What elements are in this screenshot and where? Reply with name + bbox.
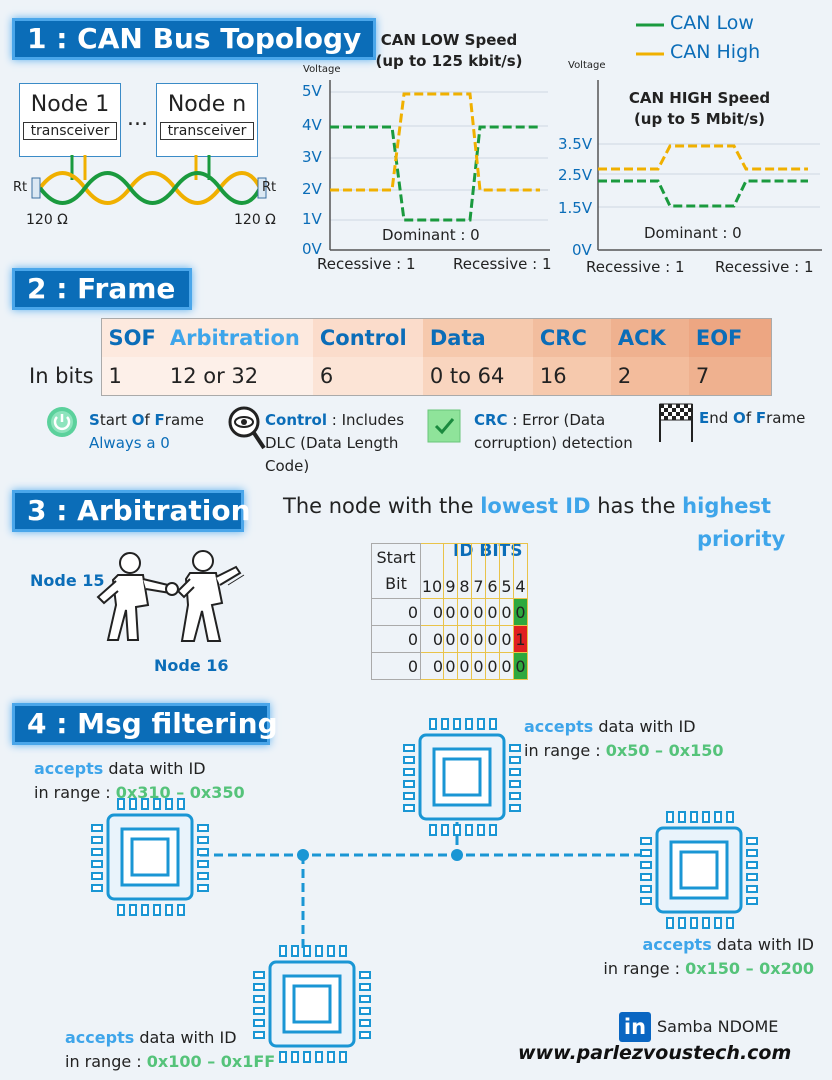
- row1-bit7: 0: [472, 599, 486, 626]
- row1-start: 0: [372, 599, 421, 626]
- bit-header-9: 9: [444, 544, 458, 599]
- filter-right-range: 0x150 – 0x200: [685, 959, 814, 978]
- frame-value-crc: 16: [533, 357, 611, 396]
- high-speed-title-line2: (up to 5 Mbit/s): [633, 110, 766, 128]
- bit-table-header-row: [372, 544, 528, 599]
- low-recessive-right: Recessive : 1: [453, 255, 552, 273]
- crc-note: [474, 409, 633, 455]
- right-resistance-label: 120 Ω: [234, 212, 276, 228]
- legend-low-line: [636, 22, 664, 28]
- crc-note-line1: [474, 409, 633, 432]
- row3-bit5: 0: [500, 653, 514, 680]
- filter-top-rest: data with ID: [593, 717, 696, 736]
- crc-note-label: CRC: [474, 411, 508, 429]
- legend-high-label: CAN High: [670, 41, 761, 63]
- bus-junction-1: [297, 849, 309, 861]
- low-tick-2v: 2V: [302, 180, 322, 198]
- linkedin-icon: in: [619, 1012, 651, 1042]
- checkmark-icon: [427, 409, 461, 443]
- row3-bit4: 0: [514, 653, 528, 680]
- statement-priority: priority: [697, 527, 786, 551]
- row1-bit6: 0: [486, 599, 500, 626]
- chip-top: [404, 719, 520, 835]
- high-speed-voltage-label: Voltage: [568, 60, 606, 71]
- low-speed-can-low-line: [330, 127, 540, 220]
- filter-top-line1: [524, 715, 723, 739]
- crc-note-rest: : Error (Data: [507, 411, 606, 429]
- sof-letter-s: S: [89, 411, 100, 429]
- row3-bit7: 0: [472, 653, 486, 680]
- low-speed-voltage-label: Voltage: [303, 64, 341, 75]
- filter-bottom-range: 0x100 – 0x1FF: [146, 1052, 276, 1071]
- row3-bit10: 0: [421, 653, 444, 680]
- node-15-label: Node 15: [30, 571, 105, 590]
- author-name: Samba NDOME: [657, 1017, 779, 1036]
- control-note-label: Control: [265, 411, 328, 429]
- sof-text-f: f: [144, 411, 155, 429]
- node-n-transceiver: transceiver: [160, 122, 254, 140]
- section-1-title: 1 : CAN Bus Topology: [12, 18, 376, 60]
- row1-bit5: 0: [500, 599, 514, 626]
- magnifier-eye-icon: [226, 404, 266, 452]
- frame-value-data: 0 to 64: [423, 357, 533, 396]
- high-speed-can-low-line: [598, 181, 808, 206]
- node-row-1: [372, 599, 528, 626]
- crc-note-line2: corruption) detection: [474, 434, 633, 452]
- frame-table: [22, 318, 772, 396]
- section-3-title: 3 : Arbitration: [12, 490, 244, 532]
- filter-bottom-line1: [65, 1026, 275, 1050]
- eof-letter-o: O: [733, 409, 746, 427]
- start-bit-header: [372, 544, 421, 599]
- section-4-title: 4 : Msg filtering: [12, 703, 270, 745]
- eof-text-f: f: [745, 409, 756, 427]
- frame-header-control: Control: [313, 319, 423, 358]
- arbitration-bit-table: [371, 543, 528, 680]
- eof-note: [699, 409, 805, 427]
- filter-top-range: 0x50 – 0x150: [605, 741, 724, 760]
- high-recessive-left: Recessive : 1: [586, 258, 685, 276]
- filter-right-line1: [602, 933, 814, 957]
- row3-bit9: 0: [444, 653, 458, 680]
- bit-header-10: 10: [421, 544, 444, 599]
- start-header-line2: Bit: [385, 574, 407, 593]
- bit-header-7: 7: [472, 544, 486, 599]
- row1-bit10: 0: [421, 599, 444, 626]
- nodes-ellipsis: ...: [127, 106, 148, 131]
- chip-left: [92, 799, 208, 915]
- high-speed-title-line1: CAN HIGH Speed: [628, 89, 771, 107]
- control-note-rest: : Includes: [327, 411, 405, 429]
- sof-text-rame: rame: [164, 411, 204, 429]
- filter-bottom-rest: data with ID: [134, 1028, 237, 1047]
- filter-right-line2: [602, 957, 814, 981]
- sof-note-line2: Always a 0: [89, 434, 170, 452]
- high-dominant-label: Dominant : 0: [644, 224, 742, 242]
- filter-bottom-accepts: accepts: [65, 1028, 135, 1047]
- eof-text-nd: nd: [709, 409, 734, 427]
- frame-header-eof: EOF: [689, 319, 772, 358]
- row2-bit7: 0: [472, 626, 486, 653]
- control-note-line3: Code): [265, 457, 310, 475]
- control-note-line1: [265, 409, 404, 432]
- frame-header-data: Data: [423, 319, 533, 358]
- filter-left-in-range: in range :: [34, 783, 116, 802]
- legend-high-line: [636, 51, 664, 57]
- node-1-label: Node 1: [30, 92, 110, 117]
- low-speed-title: [364, 30, 534, 72]
- frame-header-ack: ACK: [611, 319, 689, 358]
- sof-letter-o: O: [131, 411, 145, 429]
- statement-lowest-id: lowest ID: [480, 494, 591, 518]
- frame-values-row: [22, 357, 771, 396]
- low-tick-5v: 5V: [302, 82, 322, 100]
- high-speed-can-high-line: [598, 146, 808, 169]
- low-speed-can-high-line: [330, 94, 540, 190]
- eof-letter-frame: F: [755, 409, 767, 427]
- frame-header-arbitration: Arbitration: [163, 319, 313, 358]
- filter-top-line2: [524, 739, 723, 763]
- high-recessive-right: Recessive : 1: [715, 258, 814, 276]
- legend-low-label: CAN Low: [670, 12, 754, 34]
- eof-text-rame: rame: [766, 409, 806, 427]
- filter-top-in-range: in range :: [524, 741, 606, 760]
- node-n-label: Node n: [167, 92, 247, 117]
- frame-value-eof: 7: [689, 357, 772, 396]
- right-rt-label: Rt: [262, 180, 277, 195]
- frame-value-ack: 2: [611, 357, 689, 396]
- checkered-flag-icon: [656, 402, 696, 444]
- node-row-3: [372, 653, 528, 680]
- frame-value-control: 6: [313, 357, 423, 396]
- bit-header-5: 5: [500, 544, 514, 599]
- row3-start: 0: [372, 653, 421, 680]
- filter-right-in-range: in range :: [603, 959, 686, 978]
- low-speed-title-line1: CAN LOW Speed: [380, 31, 518, 49]
- filter-left-line1: [34, 757, 245, 781]
- sof-letter-frame: F: [154, 411, 165, 429]
- node-1-box: [19, 83, 121, 157]
- frame-value-sof: 1: [101, 357, 163, 396]
- control-note-line2: DLC (Data Length: [265, 434, 399, 452]
- frame-value-arbitration: 12 or 32: [163, 357, 313, 396]
- row2-start: 0: [372, 626, 421, 653]
- row2-bit5: 0: [500, 626, 514, 653]
- row2-bit6: 0: [486, 626, 500, 653]
- section-2-title: 2 : Frame: [12, 268, 192, 310]
- low-tick-3v: 3V: [302, 148, 322, 166]
- node-16-label: Node 16: [154, 656, 229, 675]
- low-tick-4v: 4V: [302, 116, 322, 134]
- low-tick-1v: 1V: [302, 210, 322, 228]
- fighters-illustration: [88, 545, 248, 650]
- high-tick-2-5v: 2.5V: [558, 166, 593, 184]
- high-tick-1-5v: 1.5V: [558, 199, 593, 217]
- low-recessive-left: Recessive : 1: [317, 255, 416, 273]
- row2-bit8: 0: [458, 626, 472, 653]
- sof-text-tart: tart: [99, 411, 132, 429]
- left-terminator-resistor: [32, 178, 40, 198]
- statement-part-2: has the: [590, 494, 683, 518]
- high-tick-3-5v: 3.5V: [558, 135, 593, 153]
- row2-bit9: 0: [444, 626, 458, 653]
- filter-bottom-line2: [65, 1050, 275, 1074]
- frame-row-label: In bits: [29, 364, 94, 389]
- eof-letter-e: E: [699, 409, 710, 427]
- filter-note-bottom: [65, 1026, 275, 1074]
- node-1-transceiver: transceiver: [23, 122, 117, 140]
- row2-bit4: 1: [514, 626, 528, 653]
- statement-part-1: The node with the: [283, 494, 481, 518]
- filter-left-rest: data with ID: [103, 759, 206, 778]
- left-rt-label: Rt: [13, 180, 28, 195]
- bit-header-4: 4: [514, 544, 528, 599]
- chip-right: [641, 812, 757, 928]
- statement-highest: highest: [682, 494, 772, 518]
- frame-header-row: [22, 319, 771, 358]
- high-tick-0v: 0V: [572, 241, 592, 259]
- row2-bit10: 0: [421, 626, 444, 653]
- bit-header-8: 8: [458, 544, 472, 599]
- filter-bottom-in-range: in range :: [65, 1052, 147, 1071]
- node-row-2: [372, 626, 528, 653]
- frame-header-sof: SOF: [101, 319, 163, 358]
- filter-note-right: [602, 933, 814, 981]
- control-note: [265, 409, 404, 478]
- low-tick-0v: 0V: [302, 240, 322, 258]
- filter-note-top: [524, 715, 723, 763]
- node-n-box: [156, 83, 258, 157]
- row3-bit8: 0: [458, 653, 472, 680]
- bus-junction-2: [451, 849, 463, 861]
- start-header-line1: Start: [376, 548, 416, 567]
- frame-header-crc: CRC: [533, 319, 611, 358]
- low-dominant-label: Dominant : 0: [382, 226, 480, 244]
- row3-bit6: 0: [486, 653, 500, 680]
- bit-header-6: 6: [486, 544, 500, 599]
- filter-left-accepts: accepts: [34, 759, 104, 778]
- filter-left-line2: [34, 781, 245, 805]
- filter-right-accepts: accepts: [642, 935, 712, 954]
- filter-top-accepts: accepts: [524, 717, 594, 736]
- left-resistance-label: 120 Ω: [26, 212, 68, 228]
- sof-note-line1: [89, 409, 204, 432]
- id-bits-title: ID BITS: [453, 541, 523, 561]
- arbitration-statement: [283, 494, 771, 518]
- row1-bit8: 0: [458, 599, 472, 626]
- filter-note-left: [34, 757, 245, 805]
- sof-note: [89, 409, 204, 455]
- filter-left-range: 0x310 – 0x350: [115, 783, 245, 802]
- row1-bit4: 0: [514, 599, 528, 626]
- low-speed-title-line2: (up to 125 kbit/s): [375, 52, 523, 70]
- power-icon: [46, 406, 78, 438]
- filter-right-rest: data with ID: [711, 935, 814, 954]
- frame-corner-cell: [22, 319, 101, 358]
- row1-bit9: 0: [444, 599, 458, 626]
- website-link[interactable]: www.parlezvoustech.com: [518, 1042, 792, 1064]
